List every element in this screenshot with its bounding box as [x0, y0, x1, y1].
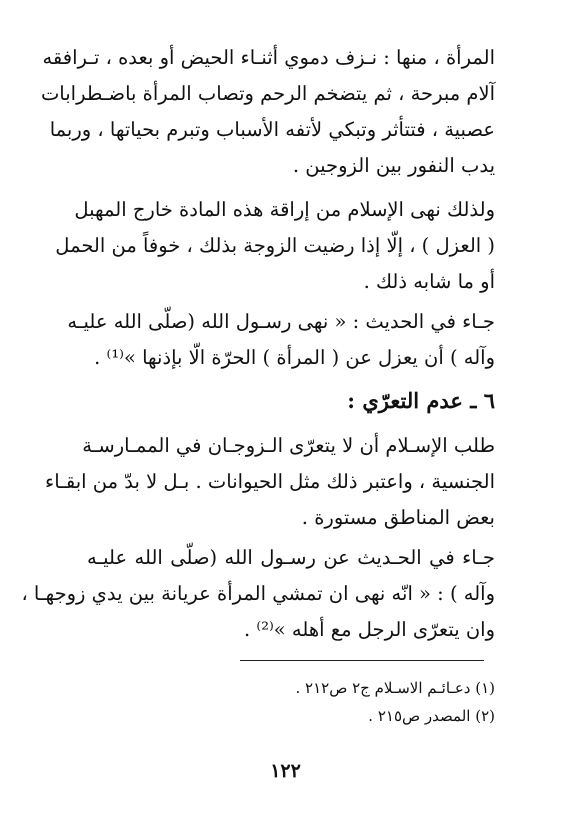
text-line: آلام مبرحة ، ثم يتضخم الرحم وتصاب المرأة باضـطرابات [40, 82, 495, 105]
text-line: المرأة ، منها : نـزف دموي أثنـاء الحيض أو بعده ، تـرافقه [42, 46, 495, 69]
paragraph-2 [55, 192, 495, 300]
paragraph-4 [45, 428, 495, 536]
text-line: وآله ) أن يعزل عن ( المرأة ) الحرّة الّا بإذنها »⁽¹⁾ . [94, 346, 495, 369]
text-line: عصبية ، فتتأثر وتبكي لأتفه الأسباب وتبرم بحياتها ، وربما [49, 118, 495, 141]
footnote-divider [240, 660, 484, 661]
text-line: يدب النفور بين الزوجين . [292, 154, 495, 177]
text-line: ( العزل ) ، إلّا إذا رضيت الزوجة بذلك ، خوفاً من الحمل [55, 234, 495, 257]
paragraph-5 [21, 540, 495, 648]
paragraph-3 [67, 304, 495, 376]
text-line: طلب الإسـلام أن لا يتعرّى الـزوجـان في الممـارسـة [82, 434, 495, 457]
text-line: أو ما شابه ذلك . [363, 270, 495, 293]
footnote-2: (٢) المصدر ص٢١٥ . [368, 707, 495, 725]
paragraph-1 [40, 40, 495, 184]
section-heading: ٦ ـ عدم التعرّي : [347, 388, 495, 413]
text-line: وآله ) : « انّه نهى ان تمشي المرأة عريانة بين يدي زوجهـا ، [21, 582, 495, 605]
text-line: بعض المناطق مستورة . [301, 506, 495, 529]
text-line: ولذلك نهى الإسلام من إراقة هذه المادة خارج المهبل [74, 198, 495, 221]
text-line: وان يتعرّى الرجل مع أهله »⁽²⁾ . [244, 618, 495, 641]
text-line: جـاء في الحديث : « نهى رسـول الله (صلّى الله عليـه [67, 310, 495, 333]
page-number: ١٢٢ [270, 760, 301, 782]
footnote-1: (١) دعـائـم الاسـلام ج٢ ص٢١٢ . [295, 679, 495, 697]
text-line: الجنسية ، واعتبر ذلك مثل الحيوانات . بـل لا بدّ من ابقـاء [45, 470, 495, 493]
text-line: جـاء في الحـديث عن رسـول الله (صلّى الله عليـه [87, 546, 495, 569]
